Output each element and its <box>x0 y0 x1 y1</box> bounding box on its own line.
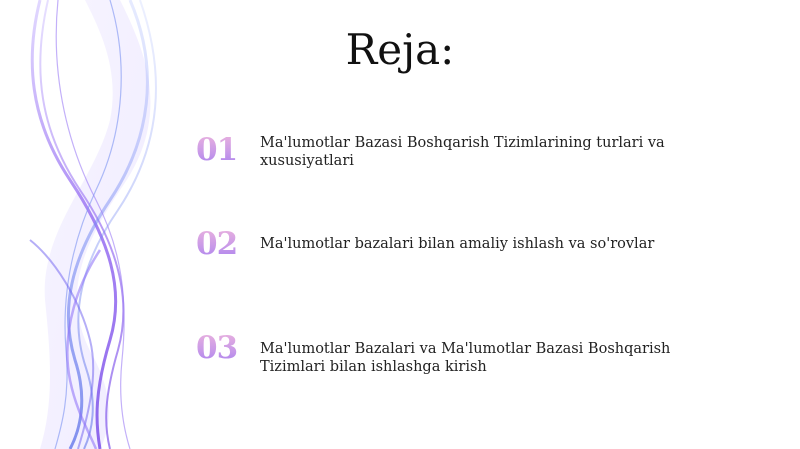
agenda-text: Ma'lumotlar Bazalari va Ma'lumotlar Bazasi Boshqarish Tizimlari bilan ishlashga kirish <box>260 341 671 375</box>
agenda-text: Ma'lumotlar Bazasi Boshqarish Tizimlarining turlari va xususiyatlari <box>260 135 665 169</box>
slide-title: Reja: <box>345 25 455 74</box>
purple-smoke-ribbon <box>0 0 200 449</box>
agenda-number: 01 <box>196 130 246 170</box>
agenda-item <box>196 328 776 388</box>
agenda-item <box>196 224 776 284</box>
agenda-text: Ma'lumotlar bazalari bilan amaliy ishlash va so'rovlar <box>260 236 655 252</box>
agenda-number: 02 <box>196 224 246 264</box>
agenda-number: 03 <box>196 328 246 368</box>
agenda-item <box>196 130 776 190</box>
